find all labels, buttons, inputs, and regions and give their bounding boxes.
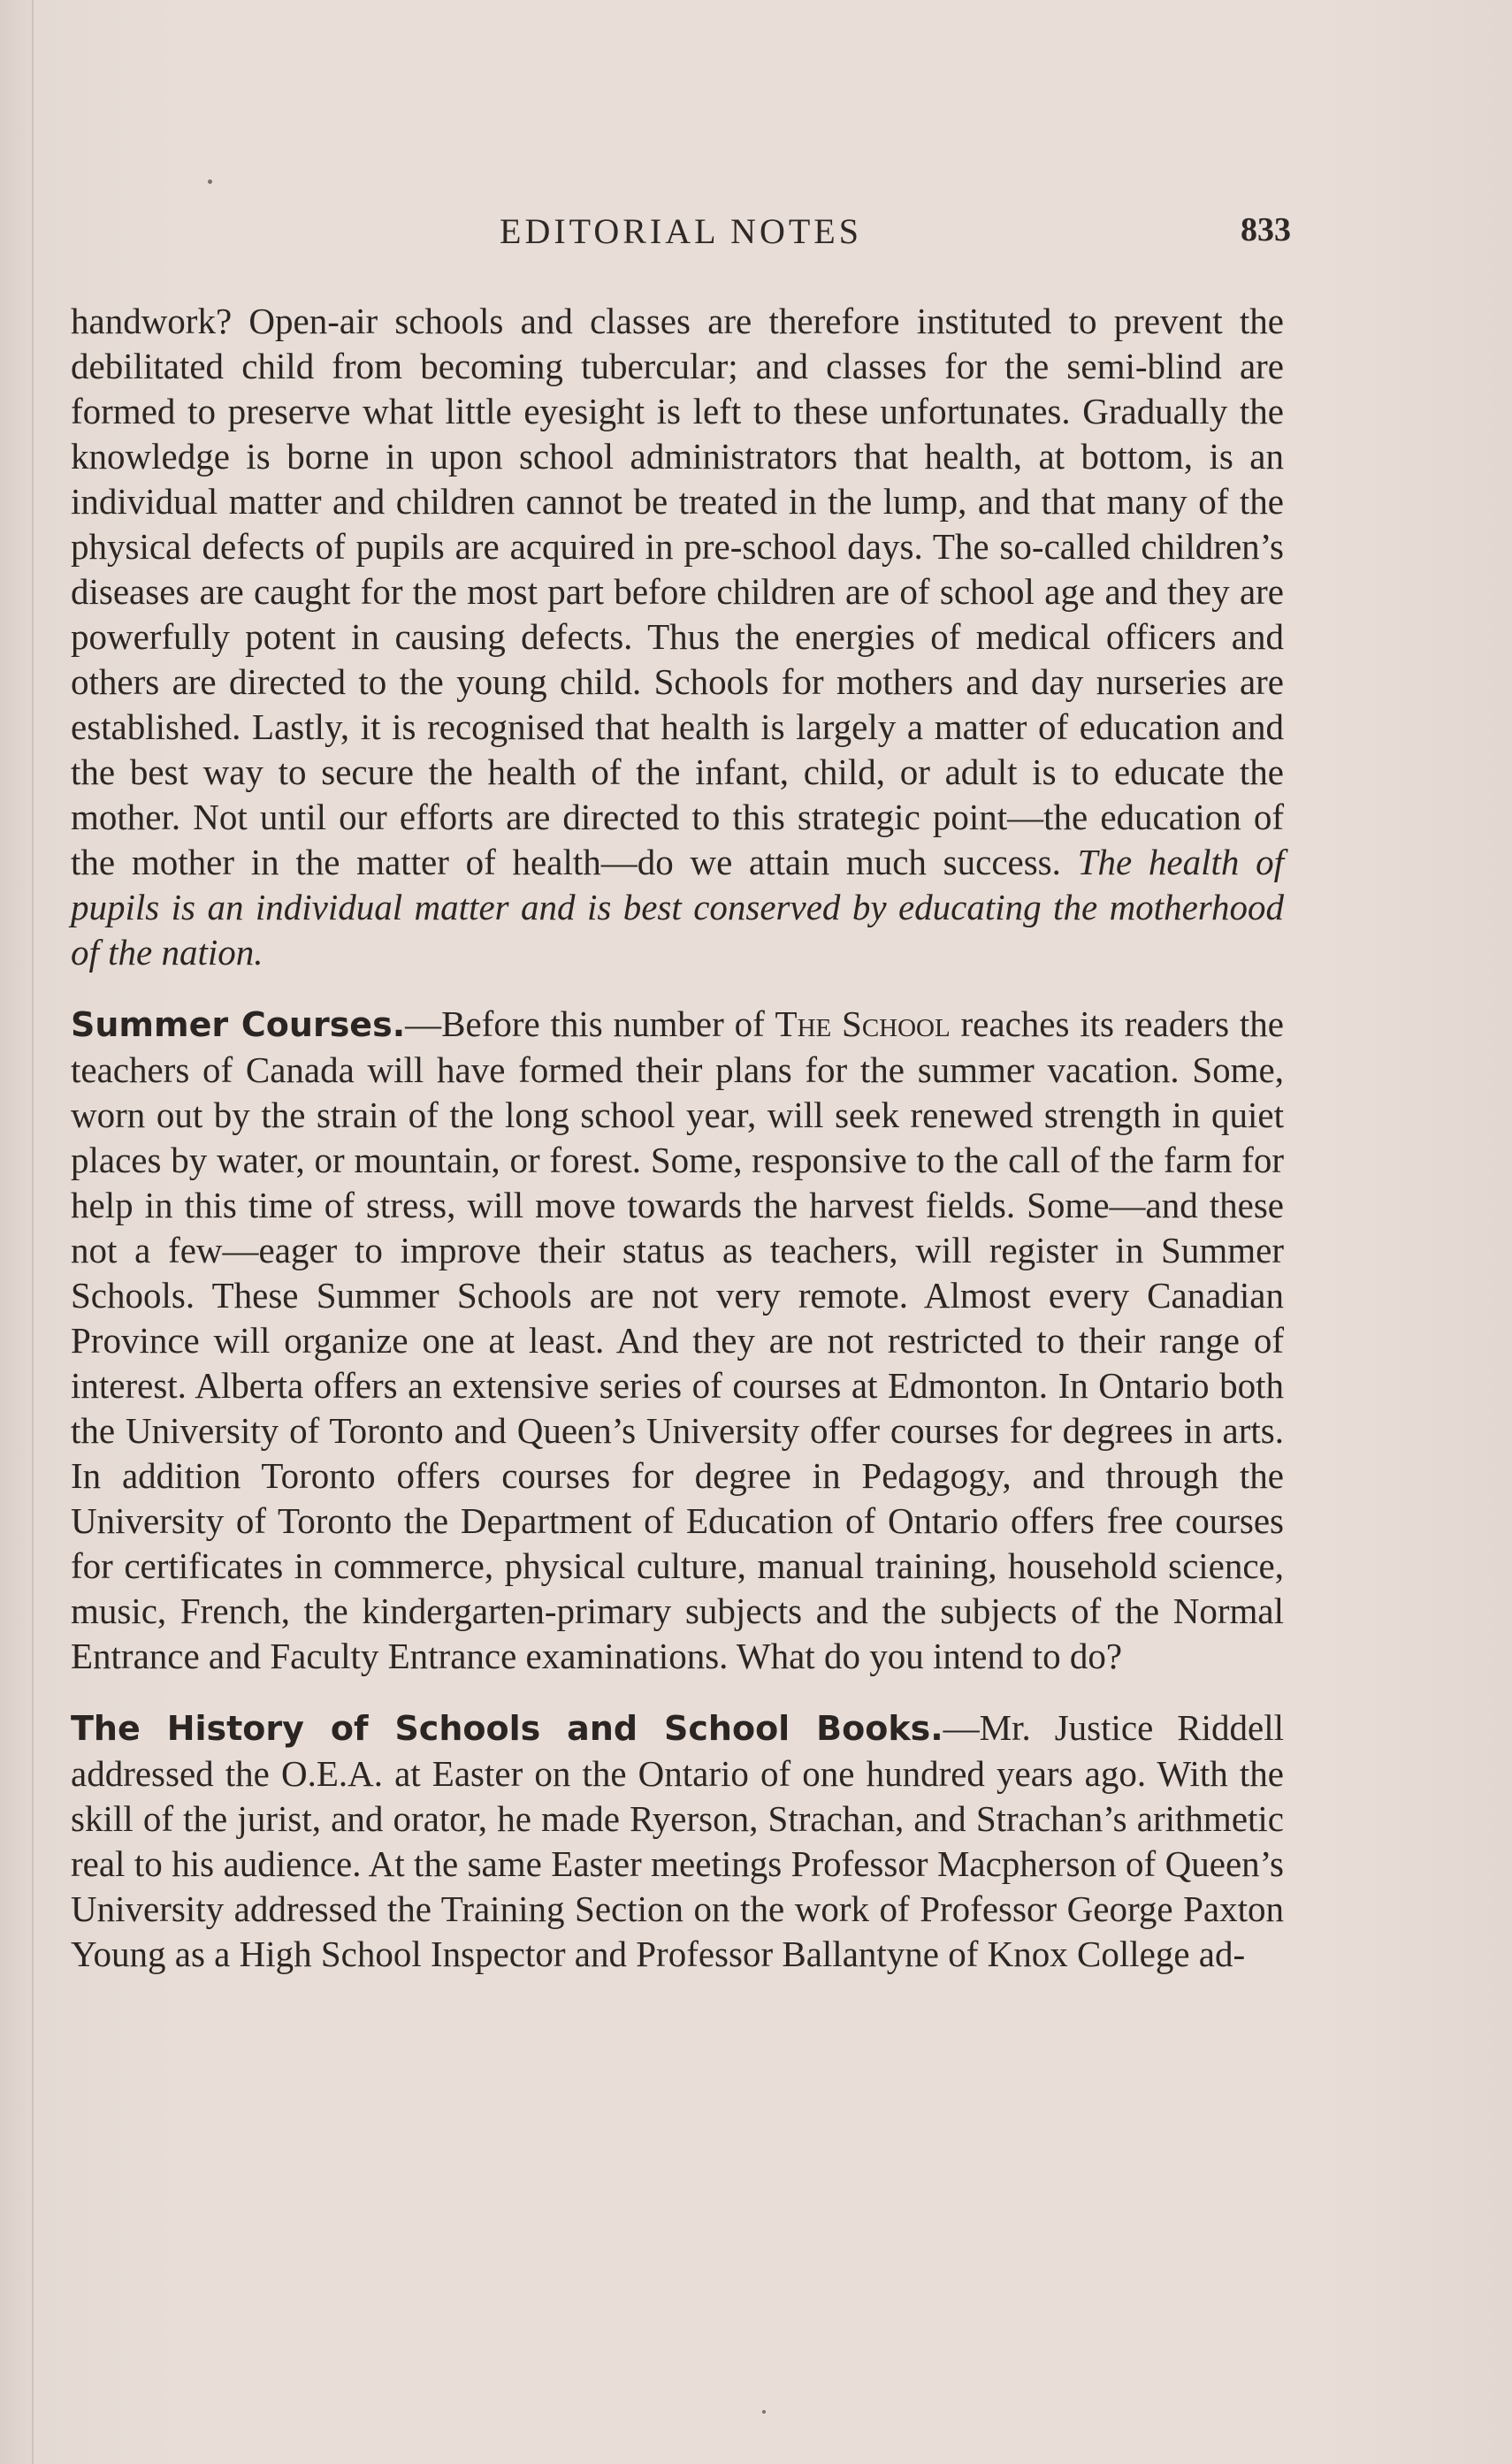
journal-name: The School <box>775 1003 951 1044</box>
section-heading-history-schools: The History of Schools and School Books. <box>71 1709 943 1748</box>
article-body <box>71 299 1284 1977</box>
paragraph-history-schools <box>71 1705 1284 1977</box>
italic-conclusion: The health of pupils is an individual matter and is best conserved by educating the motherhood of the nation. <box>71 842 1285 973</box>
section-heading-summer-courses: Summer Courses. <box>71 1005 406 1044</box>
paragraph-health <box>71 299 1284 975</box>
paragraph-text: reaches its readers the teachers of Canada will have formed their plans for the summer vacation. Some, worn out by the strain of the long school year, will seek renewed strength in quiet places by water, or mountain, or forest. Some, responsive to the call of the farm for help in this time of stress, will move towards the harvest fields. Some—and these not a few—eager to improve their status as teachers, will register in Summer Schools. These Summer Schools are not very remote. Almost every Canadian Province will organize one at least. And they are not restricted to their range of interest. Alberta offers an extensive series of courses at Edmonton. In Ontario both the University of Toronto and Queen’s University offer courses for degrees in arts. In addition Toronto offers courses for degree in Pedagogy, and through the University of Toronto the Department of Education of Ontario offers free courses for certificates in commerce, physical culture, manual training, household science, music, French, the kindergarten-primary subjects and the subjects of the Normal Entrance and Faculty Entrance examinations. What do you intend to do? <box>71 1003 1285 1676</box>
paragraph-text: —Mr. Justice Riddell addressed the O.E.A. at Easter on the Ontario of one hundred years ago. With the skill of the jurist, and orator, he made Ryerson, Strachan, and Strachan’s arithmetic real to his audience. At the same Easter meetings Professor Macpherson of Queen’s University addressed the Training Section on the work of Professor George Paxton Young as a High School Inspector and Professor Ballantyne of Knox College ad- <box>71 1707 1284 1974</box>
binding-gutter <box>32 0 34 2464</box>
running-title: EDITORIAL NOTES <box>500 211 862 251</box>
running-head <box>0 210 1512 255</box>
paragraph-lead: —Before this number of <box>405 1003 775 1044</box>
paper-speck <box>762 2410 766 2414</box>
paper-speck <box>208 179 212 184</box>
paragraph-text: handwork? Open-air schools and classes are therefore instituted to prevent the debilitated child from becoming tubercular; and classes for the semi-blind are formed to preserve what little eyesight is left to these unfortunates. Gradually the knowledge is borne in upon school administrators that health, at bottom, is an individual matter and children cannot be treated in the lump, and that many of the physical defects of pupils are acquired in pre-school days. The so-called children’s diseases are caught for the most part before children are of school age and they are powerfully potent in causing defects. Thus the energies of medical officers and others are directed to the young child. Schools for mothers and day nurseries are established. Lastly, it is recognised that health is largely a matter of education and the best way to secure the health of the infant, child, or adult is to educate the mother. Not until our efforts are directed to this strategic point—the education of the mother in the matter of health—do we attain much success. <box>71 301 1284 882</box>
paragraph-summer-courses <box>71 1002 1284 1679</box>
page-number: 833 <box>1241 211 1291 248</box>
